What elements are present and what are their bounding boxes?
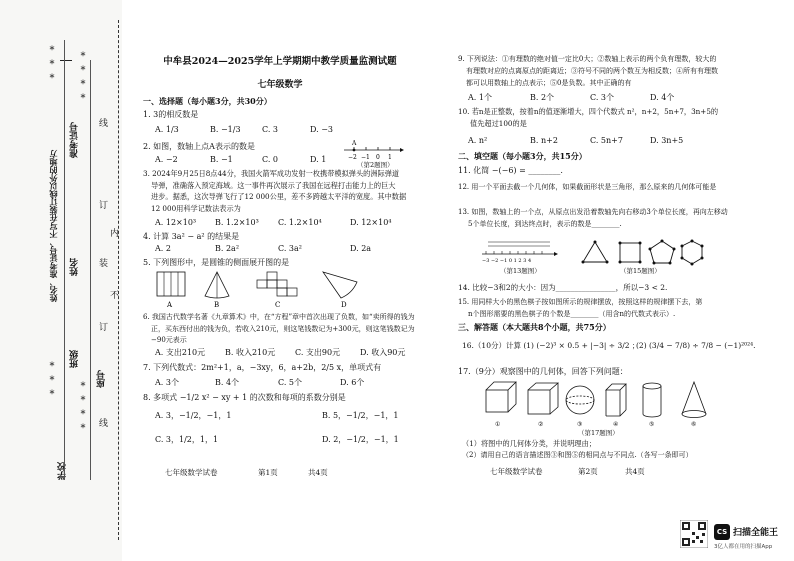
binding-cut-line [118,20,119,540]
svg-text:C: C [275,301,281,309]
q5-figure-d [323,272,357,298]
question-15: 15. 用同样大小的黑色棋子按如图所示的规律摆放，按照这样的规律摆下去，第 n个图形需要的黑色棋子的个数是________（用含n的代数式表示）. [458,298,703,318]
label-class: 班级 [70,350,80,368]
q17-solids-figure [480,378,730,430]
question-12: 12. 用一个平面去截一个几何体，如果截面形状是三角形，那么原来的几何体可能是 [458,183,717,191]
svg-text:1: 1 [388,154,392,161]
page1-footer-title: 七年级数学试卷 [165,468,218,477]
q9-option-c: C. 3个 [590,93,615,102]
q6-option-d: D. 收入90元 [360,348,406,357]
q10-option-a: A. n² [468,136,488,145]
question-9: 9. 下列说法：①有理数的绝对值一定比0大；②数轴上表示的两个负有理数，较大的 有理数对应的点离原点的距离近；③符号不同的两个数互为相反数；④所有有理数 都可以用数轴上的点表示；⑤0是负数。其中正确的有 [458,55,718,87]
cut-mark: 线 [97,118,107,127]
q4-option-b: B. 2a² [215,244,240,253]
solid-cuboid-2 [528,383,558,414]
q10-option-c: C. 5n+7 [590,136,623,145]
q8-option-c: C. 3，1/2，1，1 [155,435,219,444]
question-17: 17.（9分）观察图中的几何体，回答下列问题： [458,367,628,376]
question-4: 4. 计算 3a² − a² 的结果是 [143,232,240,241]
question-16-part-2: (2) (3/4 − 7/8) ÷ 7/8 − (−1)²⁰²⁴. [636,341,756,350]
q6-option-b: B. 收入210元 [225,348,276,357]
question-13: 13. 如图，数轴上的一个点，从原点出发沿着数轴先向右移动3个单位长度，再向左移动 5个单位长度，到达终点时，表示的数是________. [458,208,728,228]
section-choice: 一、选择题（每小题3分，共30分） [143,96,272,106]
label-name: 姓名 [70,258,80,276]
question-17-sub-1: （1）将图中的几何体分类，并说明理由； [462,439,596,448]
cut-mark: 订 [97,322,107,331]
question-10: 10. 若n是正整数，按着n的值逐渐增大，四个代数式 n²，n+2，5n+7，3n+5的 值先超过100的是 [458,107,719,128]
svg-text:②: ② [538,421,544,428]
q3-option-b: B. 1.2×10³ [215,218,259,227]
question-5: 5. 下列图形中，是圆锥的侧面展开图的是 [143,258,290,267]
question-17-sub-2: （2）请用自己的语言描述图③和图⑤的相同点与不同点.（各写一条即可） [462,451,693,459]
q1-option-c: C. 3 [262,125,279,134]
q10-option-b: B. n+2 [530,136,558,145]
question-16-part-1: 16.（10分）计算 (1) (−2)³ × 0.5 + |−3| ÷ 3/2 ； [462,341,640,350]
q3-option-d: D. 12×10⁴ [350,218,392,227]
solid-prism-4 [606,384,626,416]
svg-text:−3 −2 −1 0 1 2 3 4: −3 −2 −1 0 1 2 3 4 [482,258,532,264]
question-6: 6. 我国古代数学名著《九章算术》中，在“方程”章中首次出现了负数，如“卖所得的钱为 正，买东西付出的钱为负，若收入210元，则这笔钱数记为+300元，则这笔钱数记为 −90元表示 [143,313,415,344]
label-seat: 座号 [97,370,107,388]
q1-option-b: B. −1/3 [210,125,241,134]
q5-figure-c [257,272,297,296]
svg-text:−1: −1 [361,154,370,161]
page1-footer-total: 共4页 [308,468,328,477]
q2-option-a: A. −2 [155,155,178,164]
q2-option-d: D. 1 [310,155,327,164]
cut-mark: 不 [108,290,118,299]
scanner-app-name: 扫描全能王 [733,528,779,538]
q5-figure-b [205,272,229,298]
q9-option-b: B. 2个 [530,93,555,102]
question-14: 14. 比较−3和2的大小：因为________________，所以−3 < 2. [458,283,668,292]
cut-mark: 线 [97,418,107,427]
question-11: 11. 化简 −(−6) = ________. [458,166,563,175]
svg-text:⑥: ⑥ [691,421,697,428]
svg-text:D: D [341,301,347,309]
page2-footer-total: 共4页 [625,467,645,476]
solid-sphere-3 [566,386,594,414]
solid-cone-6 [682,382,706,418]
q3-option-a: A. 12×10³ [155,218,197,227]
q6-option-a: A. 支出210元 [155,348,206,357]
q17-figure-caption: （第17题图） [578,429,619,437]
q10-option-d: D. 3n+5 [650,136,684,145]
scanner-tagline: 3亿人都在用的扫描App [714,544,773,550]
svg-text:A: A [352,140,357,147]
q1-option-d: D. −3 [310,125,334,134]
exam-title: 中牟县2024—2025学年上学期期中教学质量监测试题 [163,56,397,67]
svg-text:A: A [167,301,173,309]
stars-bottom-left: * * * [49,361,55,400]
cut-mark: 装 [97,258,107,267]
svg-text:③: ③ [577,421,583,428]
q6-option-c: C. 支出90元 [295,348,341,357]
question-3: 3. 2024年9月25日8点44分，我国火箭军成功发射一枚携带模拟弹头的洲际弹道 导弹，准确落入预定海域。这一事件再次展示了我国在远程打击能力上的巨大 进步。据悉，这次导弹飞行了12 000公里，差不多跨越太平洋的宽度。其中数据 12 000用科学记数法表示为 [143,169,407,213]
question-1: 1. 3的相反数是 [143,110,199,119]
section-solve: 三、解答题（本大题共8个小题，共75分） [458,322,611,332]
cut-mark: 订 [97,200,107,209]
binding-warning: 姓名、准考证号、不写在装订线以外的地方 [48,150,58,302]
q4-option-a: A. 2 [155,244,171,253]
q2-option-c: C. 0 [262,155,279,164]
page1-footer-page: 第1页 [258,468,278,477]
q7-option-b: B. 4个 [215,378,240,387]
q8-option-a: A. 3，−1/2，−1，1 [155,411,232,420]
q15-pattern-figures [580,238,710,268]
svg-text:⑤: ⑤ [649,421,655,428]
solid-cube-1 [486,382,516,412]
q5-figure-a [157,272,185,296]
q8-option-b: B. 5，−1/2，−1，1 [322,411,399,420]
q7-option-d: D. 6个 [340,378,365,387]
question-7: 7. 下列代数式：2m²+1，a，−3xy，6，a+2b，2/5 x，单项式有 [143,363,382,372]
svg-text:−2: −2 [348,154,357,161]
exam-subtitle: 七年级数学 [257,80,303,90]
svg-text:0: 0 [376,154,380,161]
section-fill: 二、填空题（每小题3分，共15分） [458,151,587,161]
svg-text:④: ④ [613,421,619,428]
stars-top-right: * * * * [80,51,86,104]
svg-text:①: ① [495,421,501,428]
page2-footer-page: 第2页 [578,467,598,476]
q9-option-d: D. 4个 [650,93,675,102]
stars-top-left: * * * [49,45,55,84]
q4-option-c: C. 3a² [278,244,302,253]
q4-option-d: D. 2a [350,244,372,253]
page2-footer-title: 七年级数学试卷 [490,467,543,476]
q9-option-a: A. 1个 [468,93,492,102]
q2-figure-caption: （第2题图） [357,161,394,169]
camscanner-logo-icon: CS [714,524,730,540]
question-2: 2. 如图，数轴上点A表示的数是 [143,142,255,151]
label-school: 学校 [58,462,68,480]
cut-mark: 内 [108,228,118,237]
q1-option-a: A. 1/3 [155,125,179,134]
solid-cylinder-5 [643,383,661,417]
qr-code-icon [680,520,708,548]
q15-figure-caption: （第15题图） [620,267,661,275]
question-8: 8. 多项式 −1/2 x² − xy + 1 的次数和每项的系数分别是 [143,393,346,402]
q7-option-c: C. 5个 [278,378,303,387]
q3-option-c: C. 1.2×10⁴ [278,218,322,227]
q13-figure-caption: （第13题图） [500,267,541,275]
q7-option-a: A. 3个 [155,378,179,387]
stars-bottom-right: * * * * [80,381,86,434]
svg-text:B: B [214,301,220,309]
q2-option-b: B. −1 [210,155,233,164]
q8-option-d: D. 2，−1/2，−1，1 [322,435,399,444]
q5-figures [155,268,375,310]
label-exam-id: 准考证号 [70,122,80,158]
